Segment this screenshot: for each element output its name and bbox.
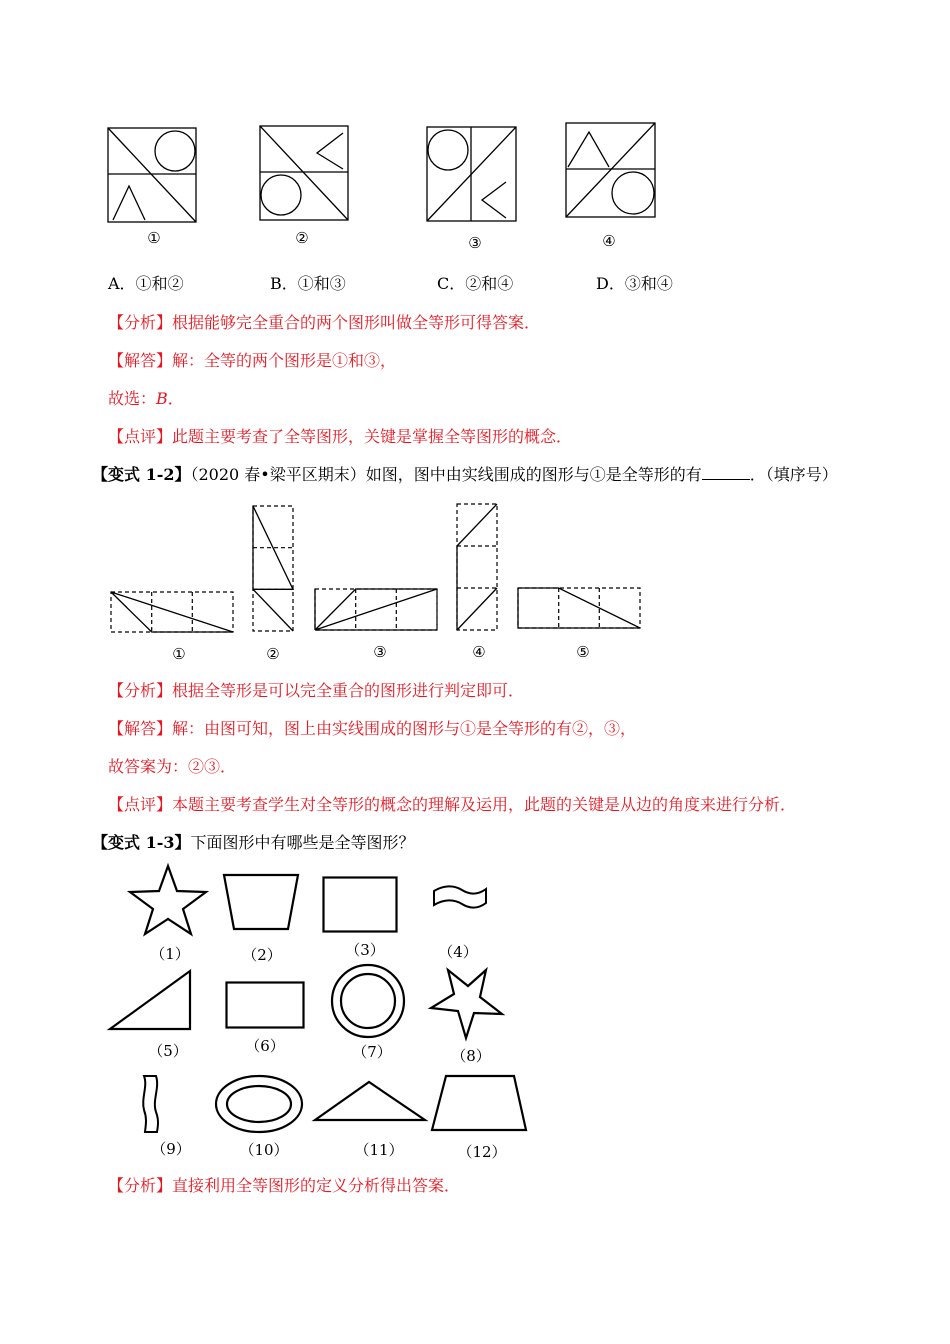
option-b-letter: B．	[270, 274, 298, 293]
option-c-text: ②和④	[465, 274, 514, 293]
q2-figure-1	[110, 591, 234, 633]
q2-figure-2	[252, 505, 294, 632]
option-c-letter: C．	[437, 274, 466, 293]
q3-label-9: （9）	[151, 1140, 191, 1158]
q1-analysis-tag: 【分析】	[108, 313, 173, 332]
q3-shape-8-star	[428, 968, 506, 1040]
q2-text: （2020 春•梁平区期末）如图，图中由实线围成的图形与①是全等形的有	[190, 465, 702, 484]
q2-answer-blank[interactable]	[702, 465, 750, 480]
q3-label-4: （4）	[438, 943, 478, 961]
q3-question	[92, 833, 415, 853]
q1-analysis	[108, 313, 540, 333]
q1-conclusion-suffix: ．	[167, 389, 184, 408]
option-a-letter: A．	[108, 274, 136, 293]
q2-figure-4	[456, 503, 498, 631]
q2-label-5: ⑤	[576, 643, 590, 661]
option-c	[437, 274, 513, 294]
q2-conclusion: 故答案为：②③．	[108, 757, 237, 776]
q3-label-2: （2）	[242, 946, 282, 964]
q1-figure-2	[259, 125, 349, 221]
q2-tag: 【变式 1-2】	[92, 465, 191, 484]
q1-figure-4	[565, 122, 656, 218]
q2-analysis	[108, 681, 524, 701]
q1-figure-1	[107, 127, 197, 223]
q2-text-after: ．（填序号）	[749, 465, 838, 484]
q3-shape-2-trapezoid	[222, 873, 300, 931]
q3-shape-1-star	[128, 864, 208, 936]
q3-tag: 【变式 1-3】	[92, 833, 191, 852]
q3-label-8: （8）	[451, 1047, 491, 1065]
q1-answer-tag: 【解答】	[108, 351, 173, 370]
q3-analysis-tag: 【分析】	[108, 1176, 173, 1195]
q1-analysis-text: 根据能够完全重合的两个图形叫做全等形可得答案．	[172, 313, 541, 332]
q1-label-3: ③	[468, 234, 482, 252]
option-d-letter: D．	[596, 274, 625, 293]
q1-comment-text: 此题主要考查了全等图形，关键是掌握全等图形的概念．	[172, 427, 573, 446]
q3-label-6: （6）	[245, 1037, 285, 1055]
option-b	[270, 274, 346, 294]
q2-comment-tag: 【点评】	[108, 795, 173, 814]
q1-label-1: ①	[147, 229, 161, 247]
q2-answer	[108, 719, 636, 739]
q2-comment-text: 本题主要考查学生对全等形的概念的理解及运用，此题的关键是从边的角度来进行分析．	[172, 795, 797, 814]
q2-label-2: ②	[266, 645, 280, 663]
q1-figure-3	[426, 126, 517, 222]
q1-conclusion-prefix: 故选：	[108, 389, 157, 408]
q1-label-2: ②	[295, 229, 309, 247]
q1-conclusion	[108, 389, 184, 409]
q3-shape-4-wave	[432, 885, 488, 911]
option-a-text: ①和②	[135, 274, 184, 293]
q2-label-3: ③	[373, 643, 387, 661]
q3-label-11: （11）	[354, 1141, 404, 1159]
q2-label-4: ④	[472, 643, 486, 661]
q3-shape-6-rectangle	[225, 981, 305, 1029]
q1-comment	[108, 427, 572, 447]
q3-shape-9-curved-strip	[138, 1074, 164, 1134]
q1-answer-text: 解：全等的两个图形是①和③，	[172, 351, 397, 370]
q3-label-7: （7）	[352, 1043, 392, 1061]
option-a	[108, 274, 184, 294]
q3-shape-5-right-triangle	[108, 969, 192, 1031]
q3-shape-10-ellipse-ring	[214, 1074, 304, 1134]
option-d-text: ③和④	[624, 274, 673, 293]
q3-label-3: （3）	[345, 941, 385, 959]
q3-label-1: （1）	[150, 945, 190, 963]
q3-analysis	[108, 1176, 460, 1196]
q3-shape-12-trapezoid	[430, 1074, 528, 1132]
option-d	[596, 274, 673, 294]
q2-answer-text: 解：由图可知，图上由实线围成的图形与①是全等形的有②，③，	[172, 719, 637, 738]
q1-conclusion-value: B	[156, 389, 168, 408]
q2-answer-tag: 【解答】	[108, 719, 173, 738]
q3-label-10: （10）	[239, 1141, 289, 1159]
q1-answer	[108, 351, 396, 371]
q3-shape-11-triangle	[313, 1080, 427, 1122]
q3-shape-7-ring	[329, 962, 407, 1040]
option-b-text: ①和③	[297, 274, 346, 293]
q2-question	[92, 465, 838, 485]
q2-figure-3	[314, 588, 438, 631]
q2-figure-5	[517, 587, 641, 629]
q2-label-1: ①	[172, 645, 186, 663]
q1-comment-tag: 【点评】	[108, 427, 173, 446]
q2-analysis-text: 根据全等形是可以完全重合的图形进行判定即可．	[172, 681, 525, 700]
q3-analysis-text: 直接利用全等图形的定义分析得出答案．	[172, 1176, 461, 1195]
q3-shape-3-square	[322, 876, 398, 933]
q3-label-5: （5）	[148, 1042, 188, 1060]
q3-label-12: （12）	[457, 1143, 507, 1161]
q1-label-4: ④	[602, 232, 616, 250]
q2-comment	[108, 795, 796, 815]
q2-analysis-tag: 【分析】	[108, 681, 173, 700]
q3-text: 下面图形中有哪些是全等图形？	[190, 833, 415, 852]
